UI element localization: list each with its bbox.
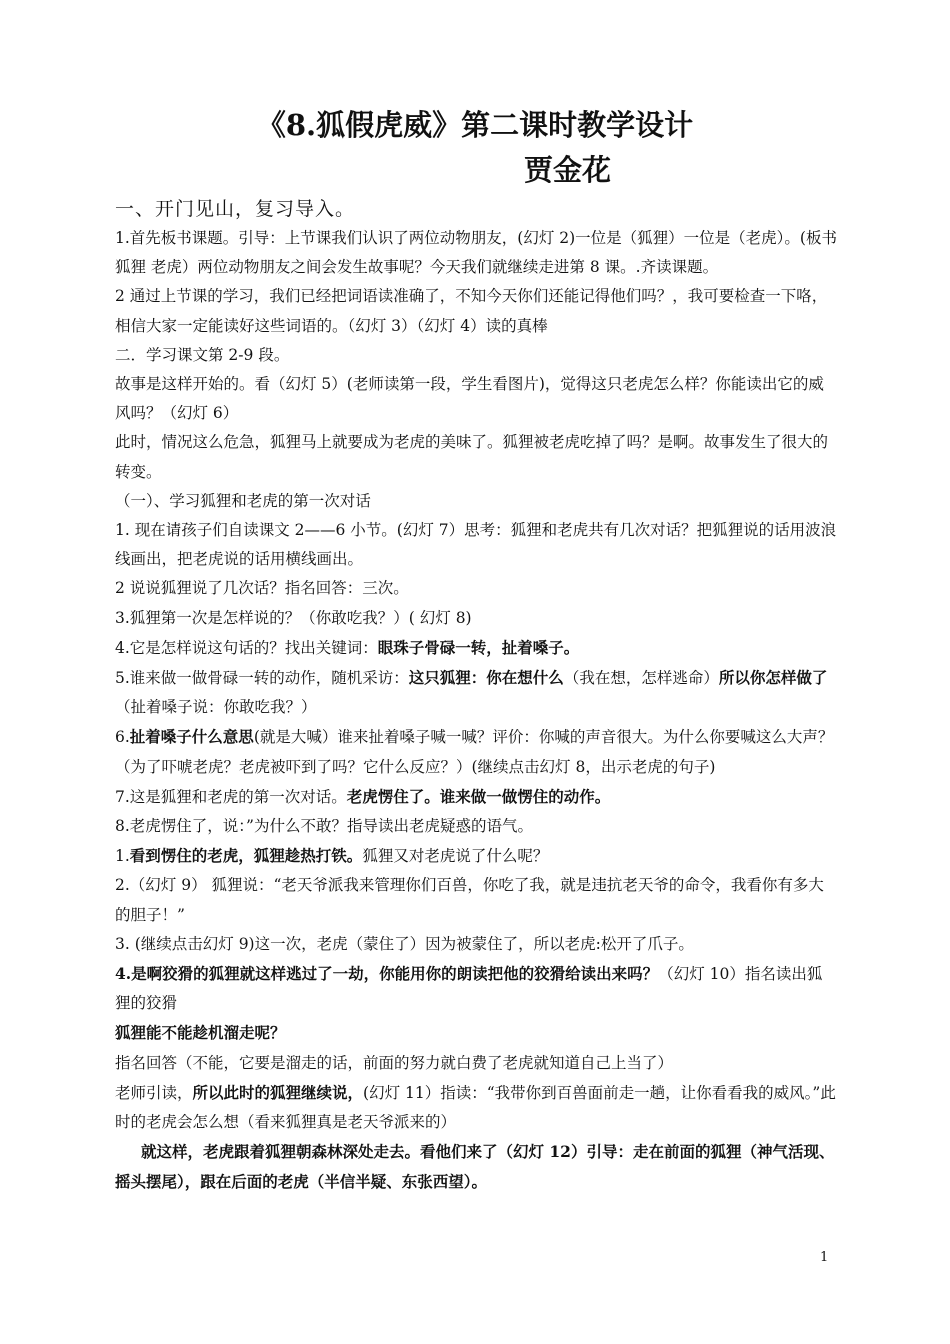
bold-text: 这只狐狸：你在想什么 bbox=[408, 668, 564, 688]
text-run: （幻灯 10）指名读出狐狸的狡猾 bbox=[115, 965, 823, 1013]
paragraph-bold: 就这样，老虎跟着狐狸朝森林深处走去。看他们来了（幻灯 12）引导：走在前面的狐狸（神气活现、摇头摆尾），跟在后面的老虎（半信半疑、东张西望）。 bbox=[115, 1142, 835, 1191]
bold-text: 所以此时的狐狸继续说， bbox=[192, 1082, 364, 1102]
page-number: 1 bbox=[820, 1250, 829, 1265]
bold-text: 眼珠子骨碌一转，扯着嗓子。 bbox=[377, 637, 580, 657]
bold-text: 4.是啊狡猾的狐狸就这样逃过了一劫，你能用你的朗读把他的狡猾给读出来吗？ bbox=[115, 964, 659, 984]
text-run: (幻灯 11）指读：“我带你到百兽面前走一趟，让你看看我的威风。”此时的老虎会怎么想（看来狐狸真是老天爷派来的） bbox=[115, 1083, 836, 1132]
document-title: 《8.狐假虎威》第二课时教学设计 bbox=[256, 108, 694, 142]
paragraph: 2 通过上节课的学习，我们已经把词语读准确了，不知今天你们还能记得他们吗？，我可要检查一下咯，相信大家一定能读好这些词语的。（幻灯 3）（幻灯 4）读的真棒 bbox=[115, 287, 828, 335]
paragraph bbox=[115, 959, 837, 1018]
paragraph bbox=[115, 722, 837, 781]
bold-text: 扯着嗓子什么意思 bbox=[129, 727, 254, 747]
text-run: （扯着嗓子说：你敢吃我？） bbox=[115, 698, 317, 717]
author-name: 贾金花 bbox=[524, 153, 612, 187]
text-run: （我在想，怎样逃命） bbox=[563, 669, 719, 688]
document-body bbox=[115, 224, 837, 1196]
text-run: 5.谁来做一做骨碌一转的动作，随机采访： bbox=[115, 669, 409, 688]
text-run: 4.它是怎样说这句话的？找出关键词： bbox=[115, 638, 378, 657]
paragraph: 此时，情况这么危急，狐狸马上就要成为老虎的美味了。狐狸被老虎吃掉了吗？是啊。故事发生了很大的转变。 bbox=[115, 433, 829, 481]
text-run: 1. bbox=[115, 847, 130, 866]
paragraph: 1.首先板书课题。引导：上节课我们认识了两位动物朋友，(幻灯 2)一位是（狐狸）一位是（老虎）。(板书狐狸 老虎）两位动物朋友之间会发生故事呢？今天我们就继续走进第 8 课。.齐读课题。 bbox=[115, 229, 837, 277]
text-run: 7.这是狐狸和老虎的第一次对话。 bbox=[115, 787, 347, 806]
paragraph: 3. (继续点击幻灯 9)这一次，老虎（蒙住了）因为被蒙住了，所以老虎:松开了爪子。 bbox=[115, 934, 694, 953]
paragraph: 1. 现在请孩子们自读课文 2——6 小节。(幻灯 7）思考：狐狸和老虎共有几次对话？把狐狸说的话用波浪线画出，把老虎说的话用横线画出。 bbox=[115, 521, 837, 569]
paragraph bbox=[115, 782, 837, 812]
bold-text: 老虎愣住了。谁来做一做愣住的动作。 bbox=[346, 786, 611, 806]
text-run: 老师引读， bbox=[115, 1083, 193, 1102]
paragraph: 8.老虎愣住了，说：”为什么不敢？指导读出老虎疑惑的语气。 bbox=[115, 817, 533, 836]
paragraph bbox=[115, 1018, 837, 1077]
paragraph: 2 说说狐狸说了几次话？指名回答：三次。 bbox=[115, 579, 409, 598]
text-run: 狐狸又对老虎说了什么呢？ bbox=[362, 847, 549, 866]
section-heading-1: 一、开门见山，复习导入。 bbox=[115, 198, 356, 220]
bold-text: 看到愣住的老虎，狐狸趁热打铁。 bbox=[129, 846, 363, 866]
text-run: 指名回答（不能，它要是溜走的话，前面的努力就白费了老虎就知道自己上当了） bbox=[115, 1053, 674, 1072]
bold-text: 所以你怎样做了 bbox=[718, 668, 828, 688]
paragraph bbox=[115, 841, 837, 871]
paragraph bbox=[115, 1078, 837, 1137]
paragraph: 2.（幻灯 9） 狐狸说：“老天爷派我来管理你们百兽，你吃了我，就是违抗老天爷的命令，我看你有多大的胆子！” bbox=[115, 876, 824, 924]
paragraph bbox=[115, 633, 837, 663]
paragraph bbox=[115, 663, 837, 722]
section-heading-2: 二．学习课文第 2-9 段。 bbox=[115, 345, 290, 364]
text-run: 6. bbox=[115, 728, 130, 747]
text-run: (就是大喊）谁来扯着嗓子喊一喊？评价：你喊的声音很大。为什么你要喊这么大声？（为了吓唬老虎？老虎被吓到了吗？它什么反应？）(继续点击幻灯 8，出示老虎的句子) bbox=[115, 728, 834, 776]
subsection-heading: （一）、学习狐狸和老虎的第一次对话 bbox=[115, 491, 371, 510]
paragraph: 故事是这样开始的。看（幻灯 5）(老师读第一段，学生看图片)，觉得这只老虎怎么样？你能读出它的威风吗？（幻灯 6） bbox=[115, 375, 824, 423]
bold-text: 狐狸能不能趁机溜走呢？ bbox=[115, 1023, 286, 1043]
paragraph: 3.狐狸第一次是怎样说的？（你敢吃我？）( 幻灯 8) bbox=[115, 608, 472, 627]
